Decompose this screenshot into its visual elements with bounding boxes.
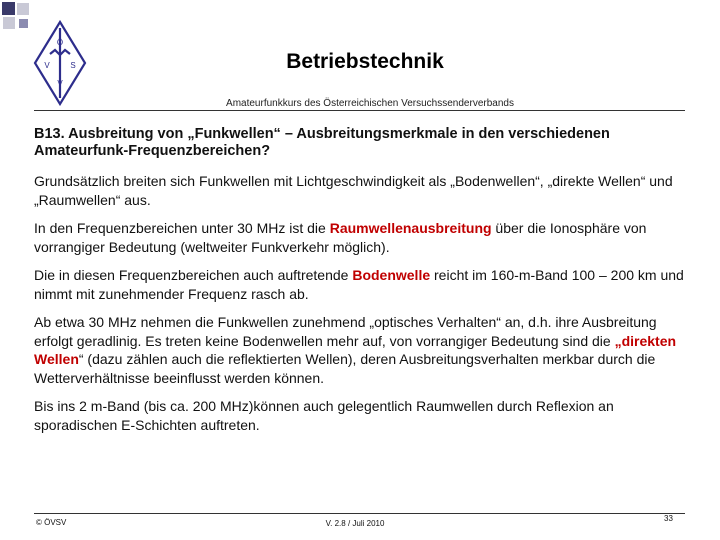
svg-text:S: S [70, 61, 76, 70]
paragraph-3-text-after: reicht im 160-m-Band 100 – 200 km und nimmt mit zunehmender Frequenz rasch ab. [34, 267, 684, 302]
paragraph-2-text-after: über die Ionosphäre von vorrangiger Bedeutung (weltweiter Funkverkehr möglich). [34, 220, 647, 255]
question-heading: B13. Ausbreitung von „Funkwellen“ – Ausbreitungsmerkmale in den verschiedenen Amateurfunk-Frequenzbereichen? [34, 126, 610, 159]
paragraph-5: Bis ins 2 m-Band (bis ca. 200 MHz)können auch gelegentlich Raumwellen durch Reflexion an sporadischen E-Schichten auftreten. [34, 398, 614, 433]
paragraph-2-text-before: In den Frequenzbereichen unter 30 MHz ist die [34, 220, 330, 236]
oevsv-logo-icon [33, 20, 87, 106]
paragraph-3 [34, 266, 686, 303]
paragraph-2 [34, 219, 686, 256]
paragraph-1: Grundsätzlich breiten sich Funkwellen mit Lichtgeschwindigkeit als „Bodenwellen“, „direkte Wellen“ und „Raumwellen“ aus. [34, 173, 673, 208]
svg-text:V: V [57, 79, 63, 88]
page-number: 33 [664, 514, 673, 523]
decor-square [2, 2, 15, 15]
svg-text:V: V [44, 61, 50, 70]
footer-divider [34, 513, 685, 514]
page-title: Betriebstechnik [286, 50, 444, 73]
paragraph-3-text-before: Die in diesen Frequenzbereichen auch auftretende [34, 267, 353, 283]
footer-version: V. 2.8 / Juli 2010 [325, 519, 385, 528]
svg-text:Ö: Ö [56, 38, 64, 47]
paragraph-4-text-after: “ (dazu zählen auch die reflektierten Wellen), deren Ausbreitungsverhalten merkbar durch die Wetterverhältnisse beeinflusst werden können. [34, 351, 656, 386]
paragraph-4 [34, 313, 686, 387]
highlight-direkten-wellen: „direkten Wellen [34, 332, 677, 367]
decor-square [3, 17, 15, 29]
paragraph-4-text-before: Ab etwa 30 MHz nehmen die Funkwellen zunehmend „optisches Verhalten“ an, d.h. ihre Ausbreitung erfolgt geradlinig. Es treten keine Bodenwellen mehr auf, von vorrangiger Bedeutung sind die [34, 314, 657, 349]
decor-square [19, 19, 28, 28]
highlight-raumwellenausbreitung: Raumwellenausbreitung [329, 220, 492, 236]
slide-content [34, 126, 686, 444]
highlight-bodenwelle: Bodenwelle [352, 267, 431, 283]
decor-square [17, 3, 29, 15]
header-divider [34, 110, 685, 111]
page-subtitle: Amateurfunkkurs des Österreichischen Versuchssenderverbands [226, 98, 514, 109]
footer-copyright: © ÖVSV [36, 518, 67, 527]
